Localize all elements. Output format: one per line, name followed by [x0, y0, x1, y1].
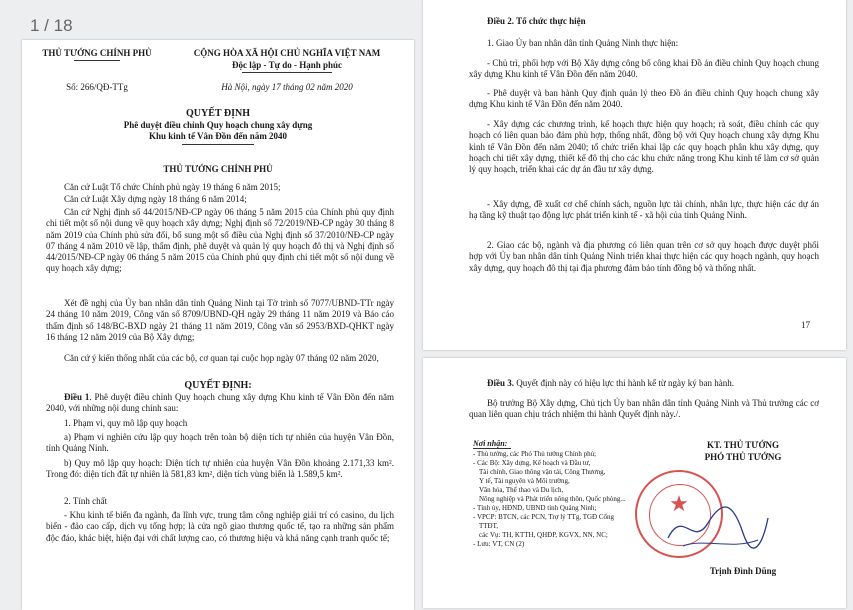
agency-underline: [74, 60, 120, 61]
legal-basis-5: Căn cứ ý kiến thống nhất của các bộ, cơ quan tại cuộc họp ngày 07 tháng 02 năm 2020,: [64, 353, 379, 363]
subject-line-1: Phê duyệt điều chỉnh Quy hoạch chung xây dựng: [123, 120, 313, 130]
recipient-11: - Lưu: VT, CN (2): [473, 540, 525, 548]
subject-line-2: Khu kinh tế Vân Đồn đến năm 2040: [148, 131, 288, 141]
document-page-1: [22, 40, 414, 610]
section-1a: a) Phạm vi nghiên cứu lập quy hoạch trên toàn bộ diện tích tự nhiên của huyện Vân Đồn, tỉnh Quảng Ninh.: [46, 432, 394, 454]
article-1: [46, 392, 394, 415]
article-3-text: Quyết định này có hiệu lực thi hành kể từ ngày ký ban hành.: [514, 378, 734, 388]
document-type: QUYẾT ĐỊNH: [186, 108, 250, 119]
section-1-title: 1. Phạm vi, quy mô lập quy hoạch: [64, 418, 188, 428]
article-2-bullet-1: - Chủ trì, phối hợp với Bộ Xây dựng công bố công khai Đồ án điều chỉnh Quy hoạch chung xây dựng Khu kinh tế Vân Đồn đến năm 2040.: [469, 58, 819, 80]
recipients-underline: [473, 448, 511, 449]
signer-name: Trịnh Đình Dũng: [709, 566, 777, 576]
recipient-6: Nông nghiệp và Phát triển nông thôn, Quốc phòng...: [479, 495, 626, 503]
subject-underline: [182, 144, 254, 145]
article-2-bullet-2: - Phê duyệt và ban hành Quy định quản lý theo Đồ án điều chỉnh Quy hoạch chung xây dựng Khu kinh tế Vân Đồn đến năm 2040.: [469, 88, 819, 110]
article-1-text: . Phê duyệt điều chỉnh Quy hoạch chung xây dựng Khu kinh tế Vân Đồn đến năm 2040, với những nội dung chính sau:: [46, 392, 394, 414]
page-number: 17: [801, 320, 810, 330]
legal-basis-3: Căn cứ Nghị định số 44/2015/NĐ-CP ngày 06 tháng 5 năm 2015 của Chính phủ quy định chi tiết một số nội dung về quy hoạch xây dựng; Nghị định số 72/2019/NĐ-CP ngày 30 tháng 8 năm 2019 của Chính phủ sửa đổi, bổ sung một số điều của Nghị định số 37/2010/NĐ-CP ngày 07 tháng 4 năm 2010 về lập, thẩm định, phê duyệt và quản lý quy hoạch đô thị và Nghị định số 44/2015/NĐ-CP ngày 06 tháng 5 năm 2015 của Chính phủ quy định chi tiết một số nội dung về quy hoạch xây dựng;: [46, 207, 394, 274]
document-page-18: [423, 358, 846, 608]
page-counter: 1 / 18: [30, 16, 73, 35]
responsibility-clause: Bộ trưởng Bộ Xây dựng, Chủ tịch Ủy ban nhân dân tỉnh Quảng Ninh và Thủ trưởng các cơ quan liên quan chịu trách nhiệm thi hành Quyết định này./.: [469, 398, 819, 420]
article-1-label: Điều 1: [64, 392, 90, 402]
article-2-title: Điều 2. Tổ chức thực hiện: [487, 16, 586, 26]
recipient-5: Văn hóa, Thể thao và Du lịch,: [479, 486, 564, 494]
article-2-item-2: 2. Giao các bộ, ngành và địa phương có liên quan trên cơ sở quy hoạch được duyệt phối hợp với Ủy ban nhân dân tỉnh Quảng Ninh triển khai thực hiện các quy hoạch ngành, quy hoạch xây dựng, quy hoạch đô thị tại địa phương đảm bảo tính đồng bộ và thống nhất.: [469, 240, 819, 273]
issuing-agency: THỦ TƯỚNG CHÍNH PHỦ: [42, 48, 152, 58]
article-3-label: Điều 3.: [487, 378, 514, 388]
document-number: Số: 266/QĐ-TTg: [66, 82, 128, 92]
issuer-heading: THỦ TƯỚNG CHÍNH PHỦ: [163, 164, 273, 174]
recipients-title: Nơi nhận:: [473, 439, 508, 448]
signature: [663, 498, 773, 558]
article-2-bullet-4: - Xây dựng, đề xuất cơ chế chính sách, nguồn lực tài chính, nhân lực, thực hiện các dự án hạ tầng kỹ thuật tạo động lực phát triển kinh tế - xã hội của tỉnh Quảng Ninh.: [469, 199, 819, 221]
motto-underline: [242, 72, 332, 73]
section-1b: b) Quy mô lập quy hoạch: Diện tích tự nhiên của huyện Vân Đồn khoảng 2.171,33 km². Trong đó: diện tích đất tự nhiên là 581,83 km², diện tích vùng biển là 1.589,5 km².: [46, 458, 394, 480]
recipient-7: - Tỉnh ủy, HĐND, UBND tỉnh Quảng Ninh;: [473, 504, 597, 512]
recipient-3: Tài chính, Giao thông vận tải, Công Thương,: [479, 468, 606, 476]
section-2-text: - Khu kinh tế biển đa ngành, đa lĩnh vực, trung tâm công nghiệp giải trí có casino, du lịch biển - đảo cao cấp, dịch vụ tổng hợp; là cửa ngõ giao thương quốc tế, tạo ra những sản phẩm độc đáo, khác biệt, hiện đại với chất lượng cao, có thương hiệu và khả năng cạnh tranh quốc tế;: [46, 510, 394, 543]
article-2-item-1: 1. Giao Ủy ban nhân dân tỉnh Quảng Ninh thực hiện:: [487, 38, 679, 48]
recipient-4: Y tế, Tài nguyên và Môi trường,: [479, 477, 570, 485]
section-2-title: 2. Tính chất: [64, 496, 108, 506]
national-motto: Độc lập - Tự do - Hạnh phúc: [231, 60, 342, 70]
recipient-9: TTĐT,: [479, 522, 499, 530]
recipient-1: - Thủ tướng, các Phó Thủ tướng Chính phủ;: [473, 450, 597, 458]
place-date: Hà Nội, ngày 17 tháng 02 năm 2020: [221, 82, 353, 92]
document-page-17: [423, 0, 846, 350]
legal-basis-4: Xét đề nghị của Ủy ban nhân dân tỉnh Quảng Ninh tại Tờ trình số 7077/UBND-TTr ngày 24 tháng 10 năm 2019, Công văn số 8709/UBND-QH ngày 29 tháng 11 năm 2019 và Báo cáo thẩm định số 148/BC-BXD ngày 21 tháng 11 năm 2019, Công văn số 2953/BXD-QHKT ngày 16 tháng 12 năm 2019 của Bộ Xây dựng;: [46, 298, 394, 342]
recipient-10: các Vụ: TH, KTTH, QHĐP, KGVX, NN, NC;: [479, 531, 608, 539]
legal-basis-1: Căn cứ Luật Tổ chức Chính phủ ngày 19 tháng 6 năm 2015;: [64, 182, 281, 192]
article-2-bullet-3: - Xây dựng các chương trình, kế hoạch thực hiện quy hoạch; rà soát, điều chỉnh các quy hoạch có liên quan bảo đảm phù hợp, thống nhất, đồng bộ với Quy hoạch chung xây dựng Khu kinh tế Vân Đồn đến năm 2040; tổ chức triển khai lập các quy hoạch phân khu xây dựng, quy hoạch chi tiết xây dựng, thiết kế đô thị cho các khu chức năng trong Khu kinh tế làm cơ sở quản lý quy hoạch, triển khai các dự án đầu tư xây dựng.: [469, 119, 819, 175]
decides-heading: QUYẾT ĐỊNH:: [184, 380, 252, 391]
legal-basis-2: Căn cứ Luật Xây dựng ngày 18 tháng 6 năm 2014;: [64, 194, 247, 204]
recipient-2: - Các Bộ: Xây dựng, Kế hoạch và Đầu tư,: [473, 459, 591, 467]
article-3: [469, 378, 819, 389]
seal-star-icon: ★: [669, 492, 689, 517]
sign-title: PHÓ THỦ TƯỚNG: [704, 452, 782, 462]
republic-heading: CỘNG HÒA XÃ HỘI CHỦ NGHĨA VIỆT NAM: [193, 48, 381, 58]
sign-for: KT. THỦ TƯỚNG: [707, 440, 779, 450]
recipient-8: - VPCP: BTCN, các PCN, Trợ lý TTg, TGĐ Cổng: [473, 513, 615, 521]
